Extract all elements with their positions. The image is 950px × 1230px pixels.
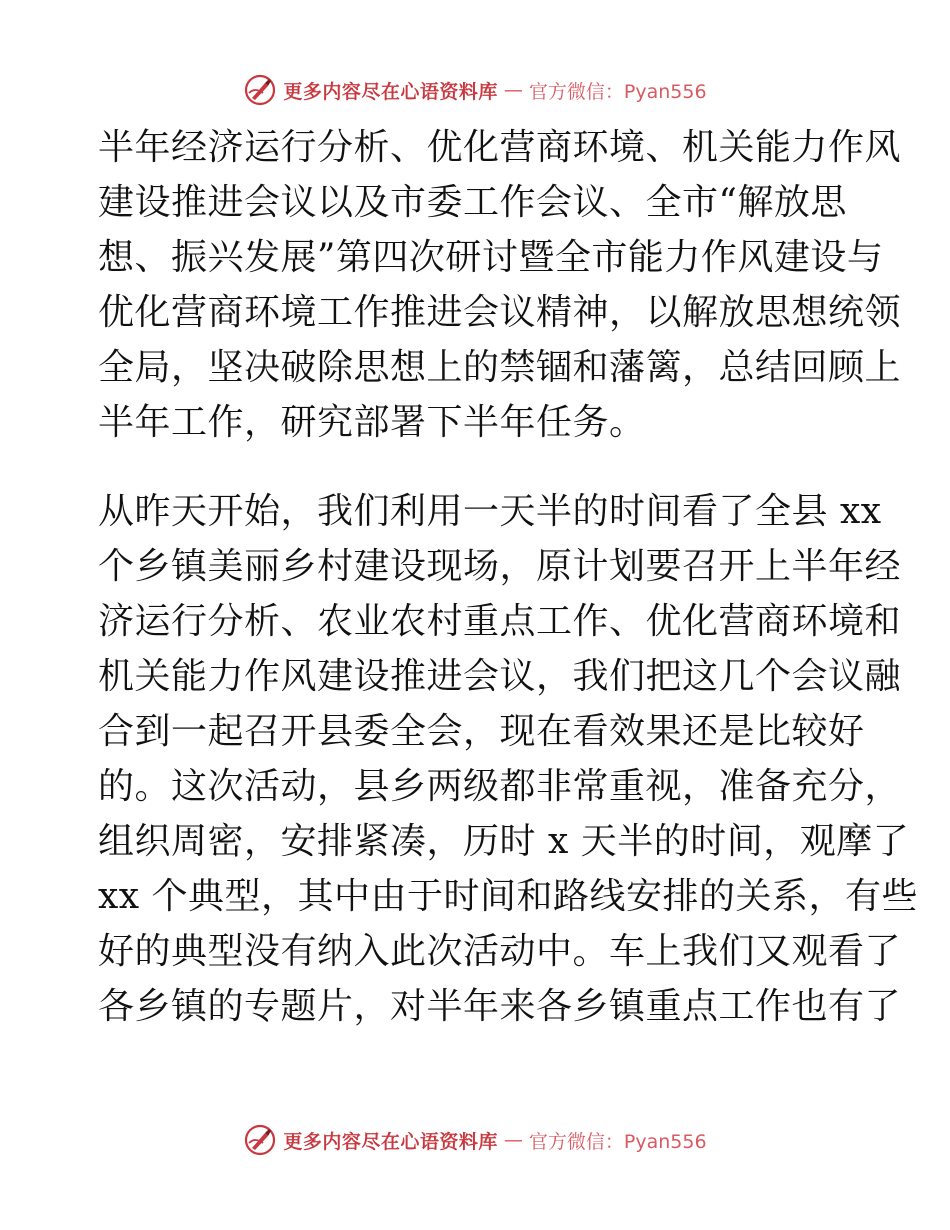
watermark-separator: —	[503, 1129, 523, 1151]
text-line: 合到一起召开县委全会，现在看效果还是比较好	[98, 711, 865, 752]
watermark-brand-text: 更多内容尽在心语资料库	[283, 80, 498, 103]
text-line: xx 个典型，其中由于时间和路线安排的关系，有些	[98, 876, 919, 917]
footer-watermark	[0, 1120, 950, 1160]
watermark-brand-text: 更多内容尽在心语资料库	[283, 1130, 498, 1153]
text-line: 济运行分析、农业农村重点工作、优化营商环境和	[98, 601, 902, 642]
text-line: 组织周密，安排紧凑，历时 x 天半的时间，观摩了	[98, 821, 910, 862]
paragraph-1	[98, 120, 902, 450]
paragraph-spacer	[98, 450, 858, 484]
header-watermark	[0, 70, 950, 110]
text-line: 机关能力作风建设推进会议，我们把这几个会议融	[98, 656, 902, 697]
watermark-wechat-text: 官方微信：Pyan556	[528, 80, 707, 103]
text-line: 从昨天开始，我们利用一天半的时间看了全县 xx	[98, 491, 882, 532]
text-line: 半年工作，研究部署下半年任务。	[98, 402, 646, 443]
text-line: 建设推进会议以及市委工作会议、全市“解放思	[98, 182, 847, 223]
watermark-separator: —	[503, 79, 523, 101]
text-line: 各乡镇的专题片，对半年来各乡镇重点工作也有了	[98, 986, 902, 1027]
text-line: 全局，坚决破除思想上的禁锢和藩篱，总结回顾上	[98, 347, 902, 388]
document-body	[98, 120, 919, 1034]
text-line: 半年经济运行分析、优化营商环境、机关能力作风	[98, 127, 902, 168]
text-line: 好的典型没有纳入此次活动中。车上我们又观看了	[98, 931, 902, 972]
pen-logo-icon	[243, 1123, 277, 1157]
text-line: 想、振兴发展”第四次研讨暨全市能力作风建设与	[98, 237, 884, 278]
watermark-wechat-text: 官方微信：Pyan556	[528, 1130, 707, 1153]
paragraph-2	[98, 484, 919, 1034]
pen-logo-icon	[243, 73, 277, 107]
text-line: 的。这次活动，县乡两级都非常重视，准备充分，	[98, 766, 902, 807]
text-line: 个乡镇美丽乡村建设现场，原计划要召开上半年经	[98, 546, 902, 587]
text-line: 优化营商环境工作推进会议精神，以解放思想统领	[98, 292, 902, 333]
